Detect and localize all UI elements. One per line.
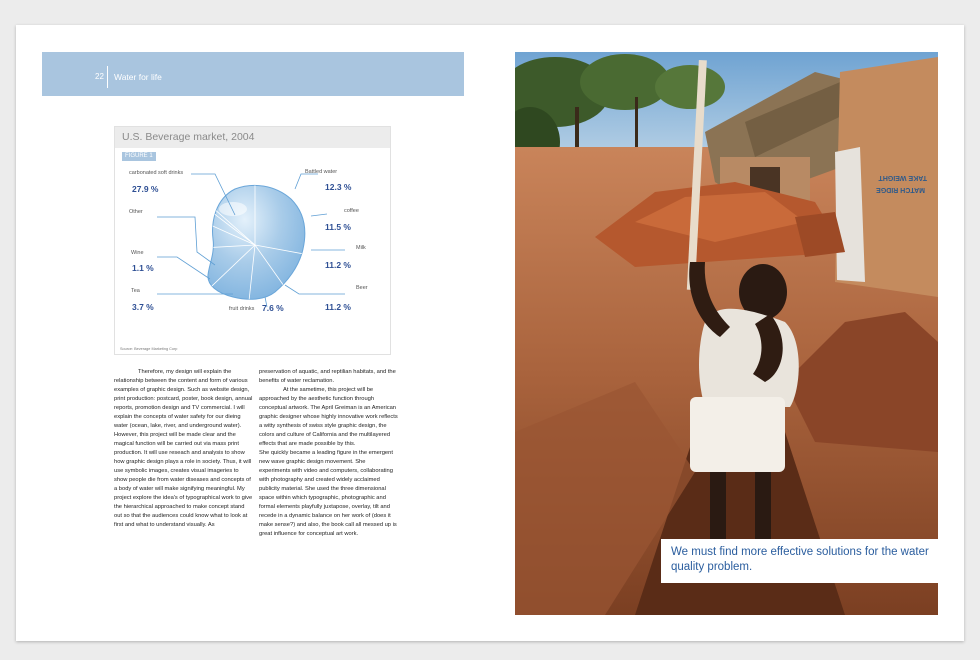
label-coffee: coffee — [344, 208, 359, 214]
figure-label: FIGURE 1 — [122, 152, 156, 161]
pie-drop-shape — [208, 185, 305, 299]
pie-highlight — [219, 202, 247, 216]
sign-board — [835, 57, 938, 297]
label-other: Other — [129, 209, 143, 215]
paragraph: She quickly became a leading figure in the emergent new wave graphic design movement. She experiments with video and computers, collaborating with photography and created widely acclaimed publicity material. She used the three dimensional space within which typographic, photographic and formal elements playfully juxtapose, overlay, tilt and recede in a dynamic balance on her work of (does it make sense?) and also, the book call all messed up is great influence for conceptual art work. — [259, 450, 397, 537]
value-wine: 1.1 % — [132, 263, 154, 273]
label-carbonated: carbonated soft drinks — [129, 170, 184, 176]
paragraph: Therefore, my design will explain the relationship between the content and form of various examples of graphic design. Such as website design, print production: postcard, poster, book design, annual reports, promotion design and TV commercial. I will explain the concepts of water safety for our dieing water (ocean, lake, river, and underground water). However, this project will be made clear and the magical function will be carried out via mass print production. It will use reseach and analysis to show how graphic design plays a role in society. Thus, it will use symbolic images, creates visual imageries to show people die from water diseases and concepts of a body of water will make signifying meaningful. My project explore the idea's of typographical work to give the hierarchical approached to make concept stand out so that the audiences could know what to look at first and what to understand visually. As — [114, 369, 253, 528]
body-column-left — [114, 368, 253, 530]
figure-source: Source: Beverage Marketing Corp — [120, 347, 178, 351]
sign-text-1: TAKE WEIGHT — [878, 174, 927, 181]
figure-box — [114, 126, 391, 355]
value-fruit-drinks: 7.6 % — [262, 303, 284, 313]
paragraph: At the sametime, this project will be approached by the aesthetic function through conceptual artwork. The April Greiman is an American graphic designer whose highly innovative work reflects a witty synthesis of swiss style graphic design, the colors and culture of California and the multilayered effects that are made possible by this. — [259, 387, 398, 447]
running-title: Water for life — [114, 72, 162, 82]
label-fruit-drinks: fruit drinks — [229, 306, 255, 312]
value-coffee: 11.5 % — [325, 222, 351, 232]
value-beer: 11.2 % — [325, 302, 351, 312]
photo-caption-box — [661, 539, 938, 583]
photo-man-digging — [515, 52, 938, 615]
label-wine: Wine — [131, 250, 144, 256]
paragraph: preservation of aquatic, and reptilian habitats, and the benefits of water reclamation. — [259, 369, 396, 384]
photo-caption: We must find more effective solutions for the water quality problem. — [671, 546, 929, 573]
label-tea: Tea — [131, 288, 140, 294]
header-divider — [107, 66, 108, 88]
value-carbonated: 27.9 % — [132, 184, 159, 194]
header-band — [42, 52, 464, 96]
label-milk: Milk — [356, 245, 366, 251]
label-beer: Beer — [356, 285, 368, 291]
body-column-right — [259, 368, 398, 539]
pie-chart — [115, 127, 392, 356]
page-number: 22 — [95, 72, 104, 81]
value-bottled-water: 12.3 % — [325, 182, 352, 192]
value-milk: 11.2 % — [325, 260, 351, 270]
figure-title: U.S. Beverage market, 2004 — [122, 131, 255, 143]
label-bottled-water: Battled water — [305, 169, 338, 175]
sign-text-2: MATCH RIDGE — [876, 186, 925, 193]
value-tea: 3.7 % — [132, 302, 154, 312]
